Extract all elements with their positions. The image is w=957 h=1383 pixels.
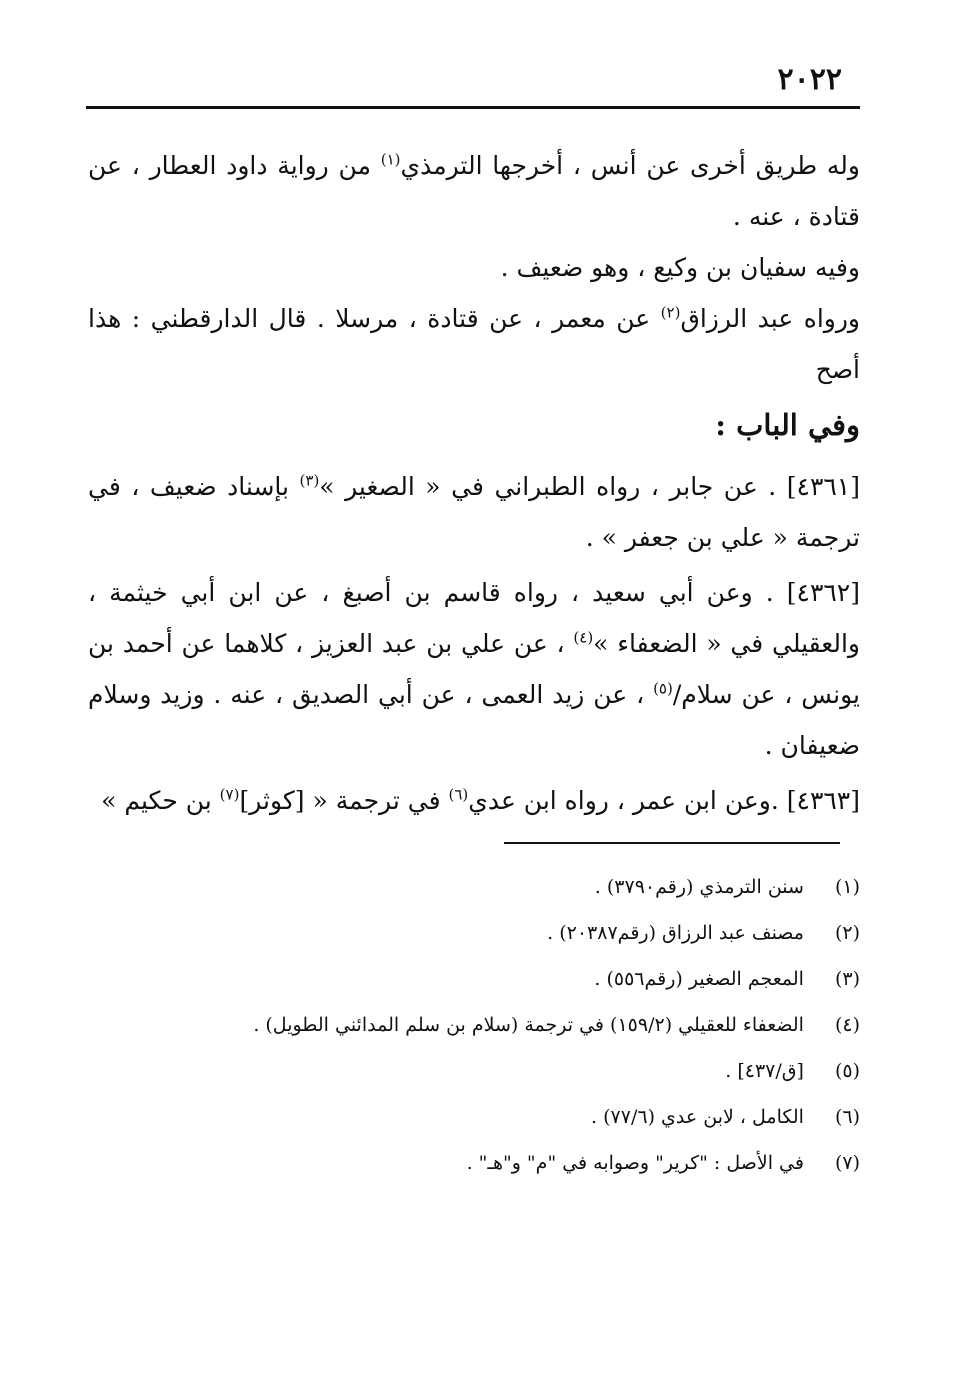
entry-number: [٤٣٦١] — [786, 472, 860, 501]
footnote — [86, 867, 860, 913]
footnote-number: (٤) — [834, 1014, 860, 1036]
text: وله طريق أخرى عن أنس ، أخرجها الترمذي — [400, 151, 860, 180]
footnote-text: المعجم الصغير (رقم٥٥٦) . — [594, 968, 804, 990]
text: ، عن علي بن عبد العزيز ، كلاهما عن أحمد بن يونس ، عن سلام/ — [88, 629, 860, 709]
entry-number: [٤٣٦٢] — [786, 578, 860, 607]
footnotes — [86, 867, 860, 1189]
entry-4363 — [88, 775, 860, 826]
entry-4361 — [88, 461, 860, 563]
section-heading: وفي الباب : — [715, 408, 860, 442]
paragraph-abdulrazzaq — [88, 293, 860, 395]
footnote-number: (١) — [834, 876, 860, 898]
footnote — [86, 1097, 860, 1143]
entry-number: [٤٣٦٣] — [786, 786, 860, 815]
footnote-text: [ق/٤٣٧] . — [725, 1060, 804, 1082]
text: بإسناد ضعيف ، في ترجمة « علي بن جعفر » . — [88, 472, 860, 552]
text: . عن جابر ، رواه الطبراني في « الصغير » — [319, 472, 787, 501]
footnote-ref-5: (٥) — [653, 679, 673, 698]
main-text — [88, 140, 860, 826]
footnote — [86, 913, 860, 959]
footnote-separator — [504, 842, 840, 844]
footnote — [86, 959, 860, 1005]
footnote-ref-2: (٢) — [660, 303, 681, 322]
footnote-ref-7: (٧) — [219, 785, 240, 804]
paragraph-sufyan: وفيه سفيان بن وكيع ، وهو ضعيف . — [500, 253, 860, 282]
footnote — [86, 1051, 860, 1097]
text: في ترجمة « [كوثر] — [239, 786, 449, 815]
footnote — [86, 1005, 860, 1051]
header-rule — [86, 106, 860, 109]
paragraph-anas-route — [88, 140, 860, 242]
text: . وعن أبي سعيد ، رواه قاسم بن أصبغ ، عن ابن أبي خيثمة ، والعقيلي في « الضعفاء » — [88, 578, 860, 658]
footnote-ref-4: (٤) — [573, 628, 594, 647]
text: عن معمر ، عن قتادة ، مرسلا . قال الدارقطني : هذا أصح — [88, 304, 860, 384]
page-number: ٢٠٢٢ — [777, 62, 842, 97]
footnote-text: مصنف عبد الرزاق (رقم٢٠٣٨٧) . — [547, 922, 804, 944]
entry-4362 — [88, 567, 860, 771]
footnote-text: الضعفاء للعقيلي (١٥٩/٢) في ترجمة (سلام بن سلم المدائني الطويل) . — [253, 1014, 804, 1036]
footnote-number: (٦) — [834, 1106, 860, 1128]
footnote-text: في الأصل : "كرير" وصوابه في "م" و"هـ" . — [466, 1152, 804, 1174]
text: ورواه عبد الرزاق — [680, 304, 860, 333]
footnote-ref-1: (١) — [380, 150, 401, 169]
footnote-number: (٢) — [834, 922, 860, 944]
footnote-number: (٧) — [834, 1152, 860, 1174]
text: من رواية داود العطار ، عن قتادة ، عنه . — [88, 151, 860, 231]
footnote-text: سنن الترمذي (رقم٣٧٩٠) . — [594, 876, 804, 898]
footnote-number: (٥) — [834, 1060, 860, 1082]
footnote — [86, 1143, 860, 1189]
footnote-number: (٣) — [834, 968, 860, 990]
footnote-ref-6: (٦) — [448, 785, 469, 804]
text: .وعن ابن عمر ، رواه ابن عدي — [468, 786, 787, 815]
footnote-text: الكامل ، لابن عدي (٧٧/٦) . — [591, 1106, 804, 1128]
text: ، عن زيد العمى ، عن أبي الصديق ، عنه . وزيد وسلام ضعيفان . — [88, 680, 860, 760]
text: بن حكيم » — [101, 786, 220, 815]
footnote-ref-3: (٣) — [299, 471, 320, 490]
